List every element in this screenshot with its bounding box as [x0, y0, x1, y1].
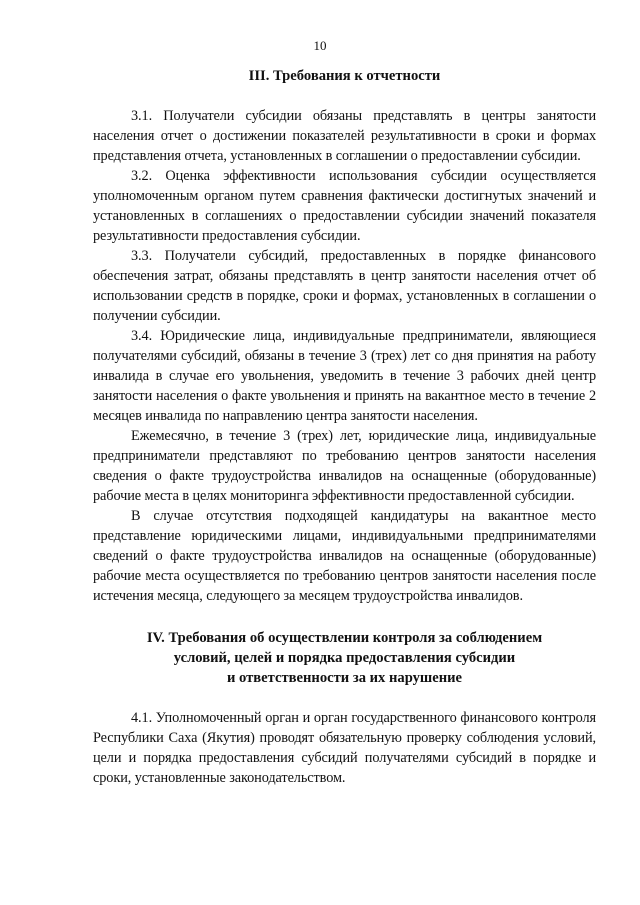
- section-4-heading-line-2: условий, целей и порядка предоставления субсидии: [173, 650, 516, 666]
- section-4-heading-line-1: IV. Требования об осуществлении контроля за соблюдением: [146, 630, 543, 646]
- document-body: [93, 66, 596, 788]
- paragraph-no-candidate: В случае отсутствия подходящей кандидатуры на вакантное место представление юридическими лицами, индивидуальными предпринимателями сведений о факте трудоустройства инвалидов на оснащенные (оборудованные) рабочие места осуществляется по требованию центров занятости населения после истечения месяца, следующего за месяцем трудоустройства инвалидов.: [93, 508, 596, 604]
- paragraph-3-1: 3.1. Получатели субсидии обязаны представлять в центры занятости населения отчет о достижении показателей результативности в сроки и формах представления отчета, установленных в соглашении о предоставлении субсидии.: [93, 108, 596, 164]
- paragraph-3-3: 3.3. Получатели субсидий, предоставленных в порядке финансового обеспечения затрат, обязаны представлять в центр занятости населения отчет об использовании средств в порядке, сроки и формах, установленных в соглашении о получении субсидии.: [93, 248, 596, 324]
- section-4-heading: [93, 628, 596, 688]
- section-4-heading-line-3: и ответственности за их нарушение: [226, 670, 463, 686]
- page-number: 10: [313, 38, 327, 53]
- paragraph-3-2: 3.2. Оценка эффективности использования субсидии осуществляется уполномоченным органом путем сравнения фактически достигнутых значений и установленных в соглашениях о предоставлении субсидии значений показателя результативности предоставления субсидии.: [93, 168, 596, 244]
- paragraph-3-4: 3.4. Юридические лица, индивидуальные предприниматели, являющиеся получателями субсидий, обязаны в течение 3 (трех) лет со дня принятия на работу инвалида в случае его увольнения, уведомить в течение 3 рабочих дней центр занятости населения о факте увольнения и принять на вакантное место в течение 2 месяцев инвалида по направлению центра занятости населения.: [93, 328, 596, 424]
- paragraph-monthly-reporting: Ежемесячно, в течение 3 (трех) лет, юридические лица, индивидуальные предприниматели представляют по требованию центров занятости населения сведения о факте трудоустройства инвалидов на оснащенные (оборудованные) рабочие места в целях мониторинга эффективности предоставленной субсидии.: [93, 428, 596, 504]
- section-3-heading: III. Требования к отчетности: [248, 68, 441, 84]
- paragraph-4-1: 4.1. Уполномоченный орган и орган государственного финансового контроля Республики Саха (Якутия) проводят обязательную проверку соблюдения условий, цели и порядка предоставления субсидий получателями субсидий в порядке и сроки, установленные законодательством.: [93, 710, 596, 786]
